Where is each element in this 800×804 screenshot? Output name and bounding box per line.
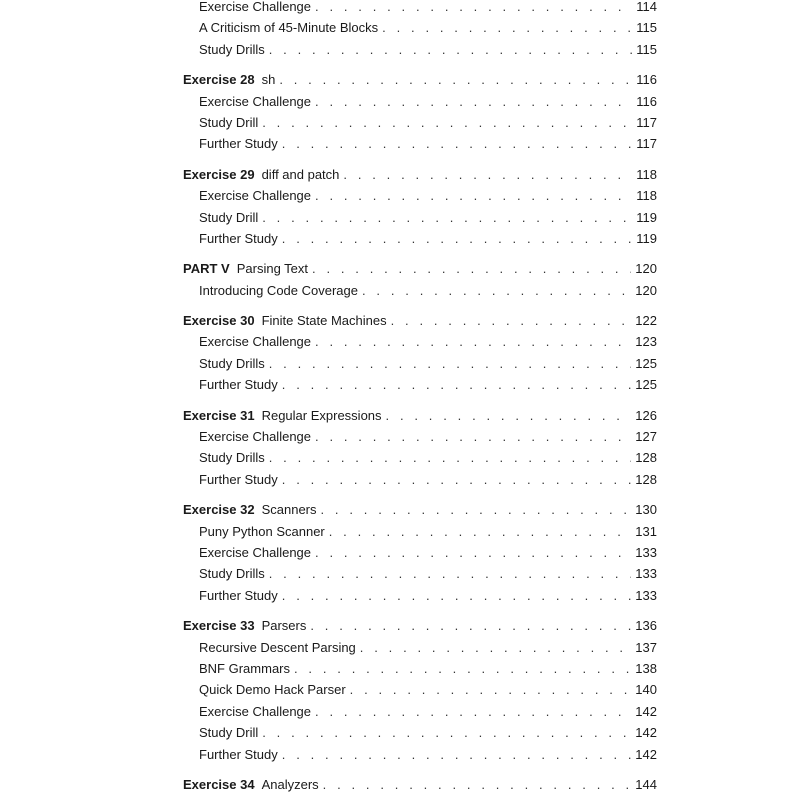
page-number: 120 (635, 261, 657, 277)
toc-subentry-title: Exercise Challenge (199, 0, 312, 14)
toc-subentry[interactable] (0, 469, 657, 490)
toc-subentry[interactable] (0, 563, 657, 584)
page-number: 115 (636, 20, 657, 36)
toc-heading-label: Exercise 30 (183, 313, 255, 329)
dot-leader (282, 585, 632, 606)
toc-group (0, 774, 800, 795)
page-number: 133 (635, 587, 657, 603)
toc-subentry-title: Study Drills (199, 566, 265, 582)
dot-leader (350, 679, 632, 700)
dot-leader (315, 542, 631, 563)
dot-leader (269, 39, 633, 60)
dot-leader (321, 499, 632, 520)
toc-subentry[interactable] (0, 17, 657, 38)
dot-leader (362, 280, 631, 301)
toc-heading-entry[interactable] (0, 310, 657, 331)
page-number: 117 (636, 136, 657, 152)
toc-subentry[interactable] (0, 701, 657, 722)
toc-subentry[interactable] (0, 374, 657, 395)
page-number: 136 (635, 618, 657, 634)
page-number: 133 (635, 566, 657, 582)
toc-heading-entry[interactable] (0, 499, 657, 520)
toc-subentry-title: Study Drills (199, 450, 265, 466)
toc-heading-entry[interactable] (0, 405, 657, 426)
page-number: 117 (636, 114, 657, 130)
page-number: 122 (635, 313, 657, 329)
toc-heading-title: Parsing Text (236, 261, 309, 277)
page-number: 142 (635, 703, 657, 719)
toc-subentry-title: Further Study (199, 746, 278, 762)
page-number: 114 (636, 0, 657, 14)
toc-subentry-title: Study Drills (199, 355, 265, 371)
page-number: 142 (635, 725, 657, 741)
toc-subentry[interactable] (0, 353, 657, 374)
toc-subentry-title: Further Study (199, 377, 278, 393)
toc-subentry-title: A Criticism of 45-Minute Blocks (199, 20, 379, 36)
dot-leader (279, 69, 632, 90)
page-number: 126 (635, 407, 657, 423)
toc-subentry-title: Introducing Code Coverage (199, 282, 358, 298)
dot-leader (310, 615, 631, 636)
page-number: 115 (636, 41, 657, 57)
dot-leader (312, 258, 631, 279)
toc-subentry-title: Further Study (199, 587, 278, 603)
toc-subentry-title: Exercise Challenge (199, 188, 312, 204)
toc-group (0, 310, 800, 396)
toc-heading-title: sh (261, 72, 276, 88)
toc-subentry[interactable] (0, 133, 657, 154)
dot-leader (315, 91, 632, 112)
toc-subentry[interactable] (0, 637, 657, 658)
dot-leader (282, 374, 632, 395)
dot-leader (343, 164, 632, 185)
toc-subentry[interactable] (0, 0, 657, 17)
toc-subentry-title: Quick Demo Hack Parser (199, 682, 346, 698)
toc-subentry-title: Further Study (199, 471, 278, 487)
toc-heading-title: diff and patch (261, 166, 340, 182)
toc-heading-title: Analyzers (261, 776, 319, 792)
toc-subentry-title: Exercise Challenge (199, 703, 312, 719)
page-number: 131 (635, 523, 657, 539)
toc-subentry-title: Further Study (199, 230, 278, 246)
toc-subentry[interactable] (0, 521, 657, 542)
dot-leader (315, 331, 631, 352)
toc-subentry[interactable] (0, 331, 657, 352)
dot-leader (315, 426, 631, 447)
toc-subentry[interactable] (0, 585, 657, 606)
page-number: 133 (635, 544, 657, 560)
dot-leader (282, 228, 633, 249)
dot-leader (269, 563, 632, 584)
toc-group (0, 164, 800, 250)
dot-leader (282, 744, 632, 765)
toc-subentry[interactable] (0, 542, 657, 563)
page-number: 144 (635, 776, 657, 792)
toc-group (0, 499, 800, 606)
dot-leader (282, 133, 633, 154)
toc-heading-title: Regular Expressions (261, 407, 382, 423)
dot-leader (269, 353, 632, 374)
toc-heading-title: Parsers (261, 618, 307, 634)
toc-subentry-title: Exercise Challenge (199, 544, 312, 560)
dot-leader (315, 0, 632, 17)
toc-heading-entry[interactable] (0, 615, 657, 636)
toc-subentry-title: Exercise Challenge (199, 93, 312, 109)
dot-leader (360, 637, 632, 658)
toc-subentry[interactable] (0, 91, 657, 112)
dot-leader (323, 774, 632, 795)
dot-leader (262, 722, 631, 743)
page-number: 125 (635, 377, 657, 393)
toc-subentry-title: Study Drill (199, 114, 259, 130)
page-number: 128 (635, 471, 657, 487)
dot-leader (294, 658, 631, 679)
page-number: 120 (635, 282, 657, 298)
toc-heading-entry[interactable] (0, 258, 657, 279)
toc-subentry-title: Exercise Challenge (199, 429, 312, 445)
toc-subentry[interactable] (0, 39, 657, 60)
page-number: 116 (636, 72, 657, 88)
toc-subentry-title: Study Drills (199, 41, 265, 57)
dot-leader (262, 112, 632, 133)
dot-leader (282, 469, 632, 490)
dot-leader (269, 447, 632, 468)
toc-heading-label: Exercise 33 (183, 618, 255, 634)
page-number: 118 (636, 166, 657, 182)
toc-heading-title: Finite State Machines (261, 313, 387, 329)
page-number: 142 (635, 746, 657, 762)
toc-group (0, 0, 800, 60)
toc-heading-title: Scanners (261, 502, 317, 518)
toc-subentry-title: BNF Grammars (199, 660, 290, 676)
page-number: 116 (636, 93, 657, 109)
page-number: 127 (635, 429, 657, 445)
dot-leader (262, 207, 632, 228)
dot-leader (315, 185, 632, 206)
toc-heading-label: PART V (183, 261, 230, 277)
page-number: 119 (636, 230, 657, 246)
toc-subentry[interactable] (0, 658, 657, 679)
toc-subentry-title: Exercise Challenge (199, 334, 312, 350)
toc-subentry[interactable] (0, 722, 657, 743)
dot-leader (315, 701, 631, 722)
toc-subentry[interactable] (0, 426, 657, 447)
page-number: 123 (635, 334, 657, 350)
toc-heading-label: Exercise 31 (183, 407, 255, 423)
page-number: 125 (635, 355, 657, 371)
toc-subentry-title: Study Drill (199, 725, 259, 741)
toc-subentry-title: Puny Python Scanner (199, 523, 325, 539)
dot-leader (329, 521, 632, 542)
toc-subentry[interactable] (0, 228, 657, 249)
toc-heading-label: Exercise 34 (183, 776, 255, 792)
toc-subentry-title: Further Study (199, 136, 278, 152)
toc-subentry[interactable] (0, 679, 657, 700)
toc-group (0, 405, 800, 491)
page-number: 128 (635, 450, 657, 466)
toc-heading-label: Exercise 28 (183, 72, 255, 88)
dot-leader (386, 405, 632, 426)
dot-leader (391, 310, 632, 331)
toc-heading-entry[interactable] (0, 164, 657, 185)
toc-subentry-title: Recursive Descent Parsing (199, 639, 356, 655)
page-number: 130 (635, 502, 657, 518)
page-number: 140 (635, 682, 657, 698)
toc-subentry[interactable] (0, 112, 657, 133)
toc-subentry[interactable] (0, 280, 657, 301)
toc-subentry[interactable] (0, 447, 657, 468)
toc-group (0, 258, 800, 301)
toc-heading-label: Exercise 29 (183, 166, 255, 182)
page-number: 118 (636, 188, 657, 204)
toc-subentry[interactable] (0, 207, 657, 228)
page-number: 138 (635, 660, 657, 676)
page-number: 119 (636, 209, 657, 225)
toc-heading-label: Exercise 32 (183, 502, 255, 518)
toc-subentry[interactable] (0, 744, 657, 765)
toc-group (0, 615, 800, 765)
toc-heading-entry[interactable] (0, 69, 657, 90)
toc-group (0, 69, 800, 155)
dot-leader (382, 17, 632, 38)
page-number: 137 (635, 639, 657, 655)
toc-subentry[interactable] (0, 185, 657, 206)
toc-subentry-title: Study Drill (199, 209, 259, 225)
toc-heading-entry[interactable] (0, 774, 657, 795)
